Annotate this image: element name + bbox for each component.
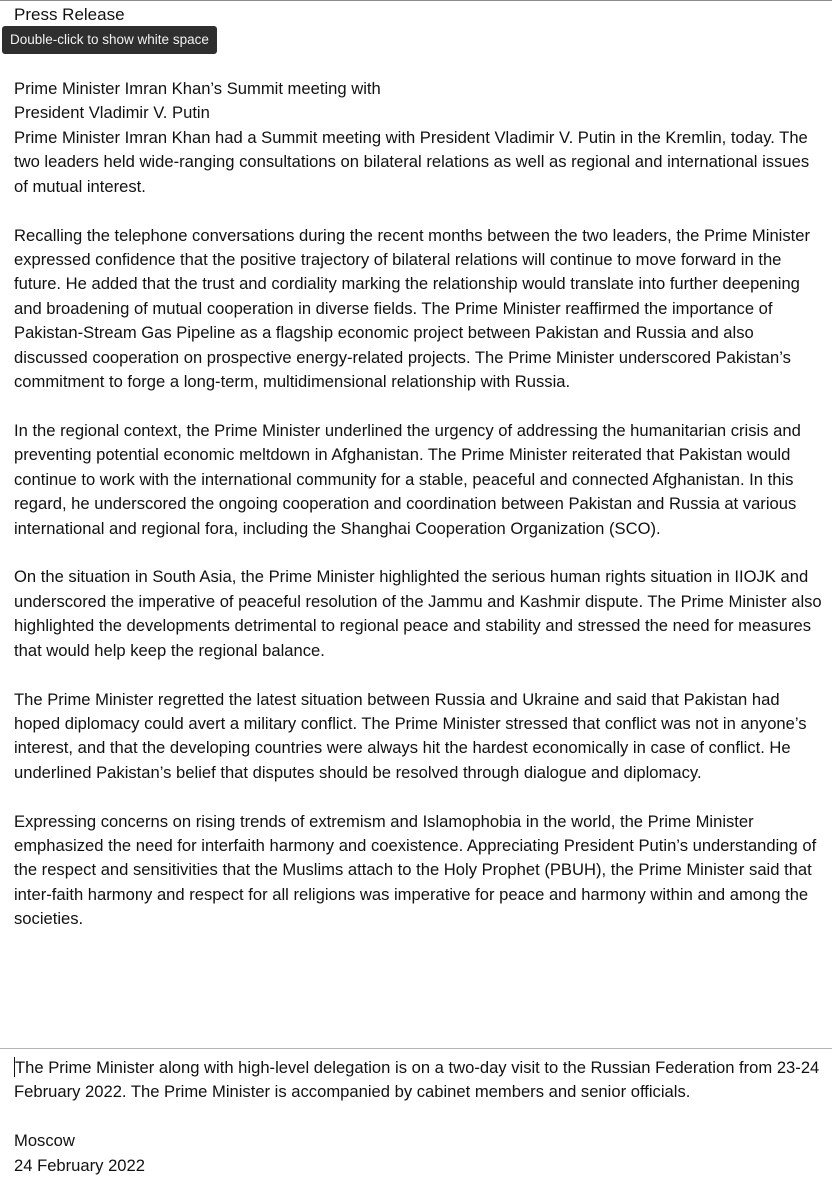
press-release-label: Press Release <box>14 5 125 24</box>
paragraph-regional: In the regional context, the Prime Minister underlined the urgency of addressing the humanitarian crisis and preventing potential economic meltdown in Afghanistan. The Prime Minister reiterated that Pakistan would continue to work with the international community for a stable, peaceful and connected Afghanistan. In this regard, he underscored the ongoing cooperation and coordination between Pakistan and Russia at various international and regional fora, including the Shanghai Cooperation Organization (SCO). <box>14 420 801 538</box>
closing-paragraph-wrapper <box>14 1056 826 1105</box>
paragraph-ukraine: The Prime Minister regretted the latest situation between Russia and Ukraine and said that Pakistan had hoped diplomacy could avert a military conflict. The Prime Minister stressed that conflict was not in anyone’s interest, and that the developing countries were always hit the hardest economically in case of conflict. He underlined Pakistan’s belief that disputes should be resolved through dialogue and diplomacy. <box>14 689 807 782</box>
dateline-date: 24 February 2022 <box>14 1155 145 1175</box>
paragraph-south-asia: On the situation in South Asia, the Prime Minister highlighted the serious human rights situation in IIOJK and underscored the imperative of peaceful resolution of the Jammu and Kashmir dispute. The Prime Minister also highlighted the developments detrimental to regional peace and stability and stressed the need for measures that would help keep the regional balance. <box>14 567 822 660</box>
dateline-place: Moscow <box>14 1131 75 1151</box>
paragraph-bilateral: Recalling the telephone conversations during the recent months between the two leaders, the Prime Minister expressed confidence that the positive trajectory of bilateral relations will continue to move forward in the future. He added that the trust and cordiality marking the relationship would translate into further deepening and broadening of mutual cooperation in diverse fields. The Prime Minister reaffirmed the importance of Pakistan-Stream Gas Pipeline as a flagship economic project between Pakistan and Russia and also discussed cooperation on prospective energy-related projects. The Prime Minister underscored Pakistan’s commitment to forge a long-term, multidimensional relationship with Russia. <box>14 225 811 391</box>
closing-paragraph: The Prime Minister along with high-level delegation is on a two-day visit to the Russian Federation from 23-24 February 2022. The Prime Minister is accompanied by cabinet members and senior officials. <box>14 1058 820 1102</box>
page-break-divider <box>0 1048 832 1049</box>
document-body <box>14 77 826 932</box>
paragraph-islamophobia: Expressing concerns on rising trends of extremism and Islamophobia in the world, the Prime Minister emphasized the need for interfaith harmony and coexistence. Appreciating President Putin’s understanding of the respect and sensitivities that the Muslims attach to the Holy Prophet (PBUH), the Prime Minister said that inter-faith harmony and respect for all religions was imperative for peace and harmony within and among the societies. <box>14 811 817 929</box>
document-title-line-1: Prime Minister Imran Khan’s Summit meeting with <box>14 79 381 98</box>
paragraph-summit: Prime Minister Imran Khan had a Summit meeting with President Vladimir V. Putin in the Kremlin, today. The two leaders held wide-ranging consultations on bilateral relations as well as regional and international issues of mutual interest. <box>14 127 810 196</box>
document-closing <box>14 1056 826 1178</box>
whitespace-tooltip: Double-click to show white space <box>2 26 217 54</box>
document-title-line-2: President Vladimir V. Putin <box>14 103 210 123</box>
